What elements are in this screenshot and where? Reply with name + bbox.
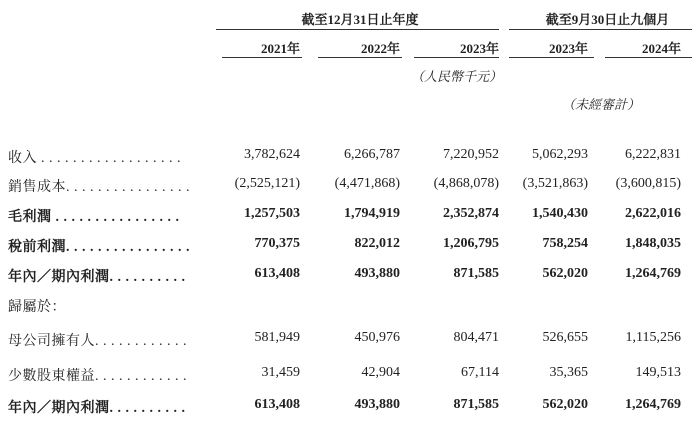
column-header-2023-fy: 2023年 (459, 41, 499, 56)
cell-minority-interests-2021: 31,459 (261, 365, 300, 380)
column-underline-2022 (318, 57, 402, 58)
cell-gross-profit-2024-9m: 2,622,016 (625, 206, 681, 221)
cell-profit-total-2023-fy: 871,585 (453, 397, 499, 412)
cell-revenue-2023-fy: 7,220,952 (443, 147, 499, 162)
cell-profit-before-tax-2023-fy: 1,206,795 (443, 236, 499, 251)
cell-owners-of-parent-2023-9m: 526,655 (542, 330, 588, 345)
cell-minority-interests-2024-9m: 149,513 (635, 365, 681, 380)
cell-cost-of-sales-2023-9m: (3,521,863) (522, 176, 588, 191)
cell-owners-of-parent-2021: 581,949 (254, 330, 300, 345)
header-group-underline-9m (509, 29, 692, 30)
row-label-attributable-to: 歸屬於： (8, 300, 66, 315)
cell-minority-interests-2023-9m: 35,365 (549, 365, 588, 380)
cell-revenue-2021: 3,782,624 (244, 147, 300, 162)
cell-profit-before-tax-2021: 770,375 (254, 236, 300, 251)
cell-revenue-2024-9m: 6,222,831 (625, 147, 681, 162)
row-label-profit-before-tax: 稅前利潤. . . . . . . . . . . . . . . . (8, 240, 190, 255)
row-label-gross-profit: 毛利潤 . . . . . . . . . . . . . . . . (8, 210, 180, 225)
header-group-underline-fy (216, 29, 499, 30)
column-underline-2023-fy (414, 57, 499, 58)
cell-profit-for-period-2023-9m: 562,020 (542, 266, 588, 281)
column-header-2022: 2022年 (360, 41, 400, 56)
cell-cost-of-sales-2023-fy: (4,868,078) (433, 176, 499, 191)
column-header-2021: 2021年 (260, 41, 300, 56)
cell-gross-profit-2023-fy: 2,352,874 (443, 206, 499, 221)
cell-profit-before-tax-2024-9m: 1,848,035 (625, 236, 681, 251)
row-label-owners-of-parent: 母公司擁有人. . . . . . . . . . . . (8, 334, 187, 349)
cell-profit-for-period-2023-fy: 871,585 (453, 266, 499, 281)
row-label-minority-interests: 少數股東權益. . . . . . . . . . . . (8, 369, 187, 384)
cell-profit-before-tax-2023-9m: 758,254 (542, 236, 588, 251)
header-group-fiscal-year: 截至12月31日止年度 (301, 12, 419, 27)
row-label-profit-for-period-total: 年內／期內利潤. . . . . . . . . . (8, 401, 186, 416)
column-header-2024-9m: 2024年 (641, 41, 681, 56)
cell-profit-before-tax-2022: 822,012 (354, 236, 400, 251)
cell-minority-interests-2023-fy: 67,114 (461, 365, 499, 380)
unit-note: （人民幣千元） (411, 69, 503, 84)
cell-gross-profit-2021: 1,257,503 (244, 206, 300, 221)
column-underline-2023-9m (509, 57, 594, 58)
cell-gross-profit-2023-9m: 1,540,430 (532, 206, 588, 221)
cell-revenue-2022: 6,266,787 (344, 147, 400, 162)
row-label-revenue: 收入 . . . . . . . . . . . . . . . . . . (8, 151, 181, 166)
unaudited-note: （未經審計） (562, 97, 641, 112)
row-label-profit-for-period: 年內／期內利潤. . . . . . . . . . (8, 270, 186, 285)
cell-owners-of-parent-2023-fy: 804,471 (453, 330, 499, 345)
column-underline-2024-9m (605, 57, 692, 58)
cell-profit-for-period-2022: 493,880 (354, 266, 400, 281)
cell-minority-interests-2022: 42,904 (361, 365, 400, 380)
column-header-2023-9m: 2023年 (548, 41, 588, 56)
header-group-nine-months: 截至9月30日止九個月 (545, 12, 670, 27)
cell-cost-of-sales-2021: (2,525,121) (234, 176, 300, 191)
cell-profit-for-period-2021: 613,408 (254, 266, 300, 281)
cell-profit-total-2022: 493,880 (354, 397, 400, 412)
cell-profit-total-2024-9m: 1,264,769 (625, 397, 681, 412)
cell-owners-of-parent-2024-9m: 1,115,256 (625, 330, 681, 345)
row-label-cost-of-sales: 銷售成本. . . . . . . . . . . . . . . . (8, 180, 190, 195)
column-underline-2021 (222, 57, 302, 58)
cell-cost-of-sales-2022: (4,471,868) (334, 176, 400, 191)
cell-cost-of-sales-2024-9m: (3,600,815) (615, 176, 681, 191)
cell-profit-total-2023-9m: 562,020 (542, 397, 588, 412)
cell-owners-of-parent-2022: 450,976 (354, 330, 400, 345)
cell-revenue-2023-9m: 5,062,293 (532, 147, 588, 162)
cell-profit-for-period-2024-9m: 1,264,769 (625, 266, 681, 281)
cell-gross-profit-2022: 1,794,919 (344, 206, 400, 221)
cell-profit-total-2021: 613,408 (254, 397, 300, 412)
